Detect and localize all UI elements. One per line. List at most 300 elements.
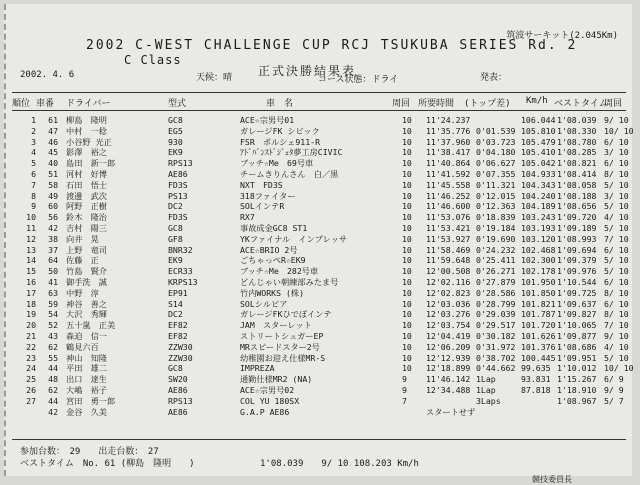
- cell-car: YKファイナル インプレッサ: [240, 233, 348, 244]
- cell-num: 56: [48, 212, 58, 223]
- table-row: [6, 309, 634, 320]
- table-row: [6, 255, 634, 266]
- cell-pos: 27: [26, 395, 36, 406]
- cell-best: 1'08.686: [557, 341, 597, 352]
- col-kmh: Km/h: [526, 96, 548, 106]
- cell-best: 1'09.976: [557, 266, 597, 277]
- cell-driver: 鶴見六百: [66, 341, 99, 352]
- cell-best: 1'09.637: [557, 298, 597, 309]
- cell-num: 62: [48, 341, 58, 352]
- cell-best: 1'09.379: [557, 255, 597, 266]
- best-time-value: 1'08.039 9/ 10 108.203 Km/h: [260, 459, 419, 469]
- table-row: [6, 266, 634, 277]
- cell-pos: 3: [31, 136, 36, 147]
- table-row: [6, 277, 634, 288]
- cell-time: 11'24.237: [426, 115, 471, 125]
- cell-laps: 10: [402, 168, 412, 179]
- cell-type: EK9: [168, 147, 183, 158]
- cell-type: EP91: [168, 287, 188, 298]
- cell-best: 1'08.993: [557, 233, 597, 244]
- cell-time: 11'59.648: [426, 255, 471, 266]
- col-bestlap: 周回: [604, 99, 623, 109]
- cell-bl: 5/ 10: [604, 222, 629, 233]
- cell-gap: 0'01.539: [476, 125, 516, 136]
- cell-kmh: 101.950: [521, 276, 556, 287]
- cell-time: 11'58.469: [426, 244, 471, 255]
- cell-pos: 17: [26, 287, 36, 298]
- cell-bl: 6/ 10: [604, 158, 629, 169]
- cell-bl: 10/ 10: [604, 363, 634, 374]
- cell-num: 51: [48, 168, 58, 179]
- cell-gap: 0'11.321: [476, 179, 516, 190]
- table-row: [6, 137, 634, 148]
- cell-bl: 8/ 10: [604, 287, 629, 298]
- table-row: [6, 385, 634, 396]
- table-row: [6, 245, 634, 256]
- cell-best: 1'18.910: [557, 384, 597, 395]
- cell-car: どんじゃい朝練部みたま号: [240, 276, 339, 287]
- cell-num: 54: [48, 309, 58, 320]
- cell-num: 40: [48, 158, 58, 169]
- cell-bl: 6/ 10: [604, 276, 629, 287]
- cell-type: 930: [168, 136, 183, 147]
- cell-car: ACE☆BRIO 2号: [240, 244, 298, 255]
- cell-time: 12'06.209: [426, 341, 471, 352]
- cell-driver: 吉村 陽三: [66, 222, 107, 233]
- cell-num: 42: [48, 406, 58, 417]
- cell-driver: 向井 晃: [66, 233, 99, 244]
- cell-best: 1'08.039: [557, 115, 597, 125]
- cell-type: FD3S: [168, 179, 188, 190]
- cell-best: 1'08.780: [557, 136, 597, 147]
- table-row: [6, 223, 634, 234]
- cell-car: IMPREZA: [240, 363, 275, 374]
- cell-type: RPS13: [168, 395, 193, 406]
- cell-car: ブッチ☆Me 282号車: [240, 266, 319, 277]
- cell-best: 1'08.967: [557, 395, 597, 406]
- cell-pos: 15: [26, 266, 36, 277]
- cell-num: 41: [48, 276, 58, 287]
- cell-num: 49: [48, 190, 58, 201]
- cell-best: 1'10.544: [557, 276, 597, 287]
- col-driver: ドライバー: [66, 99, 111, 109]
- cell-best: 1'08.285: [557, 147, 597, 158]
- cell-pos: 19: [26, 309, 36, 320]
- cell-car: ガレージFKひでぼインテ: [240, 309, 332, 320]
- cell-gap: 0'31.972: [476, 341, 516, 352]
- results-title: 正式決勝結果表: [258, 64, 357, 78]
- cell-type: ZZW30: [168, 341, 193, 352]
- cell-num: 38: [48, 233, 58, 244]
- cell-type: ECR33: [168, 266, 193, 277]
- cell-laps: 10: [402, 309, 412, 320]
- cell-kmh: 101.850: [521, 287, 556, 298]
- cell-best: 1'08.656: [557, 201, 597, 212]
- cell-kmh: 102.178: [521, 266, 556, 277]
- table-row: [6, 147, 634, 158]
- cell-num: 50: [48, 266, 58, 277]
- cell-gap: 0'19.690: [476, 233, 516, 244]
- cell-kmh: 104.240: [521, 190, 556, 201]
- cell-time: 11'41.592: [426, 168, 471, 179]
- cell-time: 12'02.116: [426, 276, 471, 287]
- table-row: [6, 169, 634, 180]
- cell-car: ブッチ☆Me 69号車: [240, 158, 314, 169]
- cell-car: ガレージFK シビック: [240, 125, 320, 136]
- cell-bl: 6/ 10: [604, 136, 629, 147]
- table-row: [6, 320, 634, 331]
- table-row: [6, 158, 634, 169]
- cell-best: 1'08.058: [557, 179, 597, 190]
- table-row: [6, 407, 634, 418]
- cell-car: RX7: [240, 212, 255, 223]
- cell-time: 12'12.939: [426, 352, 471, 363]
- cell-kmh: 105.479: [521, 136, 556, 147]
- best-time-label: ベストタイム No. 61 (柳島 隆明 ): [20, 459, 195, 469]
- entries-count: 参加台数： 29 出走台数： 27: [20, 447, 159, 457]
- cell-kmh: 103.193: [521, 222, 556, 233]
- class-label: C Class: [124, 53, 182, 67]
- cell-laps: 9: [402, 384, 407, 395]
- table-row: [6, 288, 634, 299]
- cell-driver: 佐藤 正: [66, 255, 99, 266]
- cell-kmh: 101.787: [521, 309, 556, 320]
- official-stamp-label: 競技委員長: [532, 475, 572, 484]
- cell-driver: 鈴木 隆治: [66, 212, 107, 223]
- cell-kmh: 93.831: [521, 374, 551, 385]
- cell-time: スタートせず: [426, 406, 476, 417]
- cell-laps: 10: [402, 201, 412, 212]
- cell-driver: 平田 雄二: [66, 363, 107, 374]
- cell-gap: 3Laps: [476, 395, 501, 406]
- cell-type: GC8: [168, 222, 183, 233]
- course-name: 筑波サーキット(2.045Km): [506, 31, 618, 41]
- cell-gap: 0'29.517: [476, 320, 516, 331]
- cell-time: 11'46.600: [426, 201, 471, 212]
- cell-driver: 神山 知隆: [66, 352, 107, 363]
- cell-driver: 森迫 信一: [66, 330, 107, 341]
- cell-driver: 渡邊 武次: [66, 190, 107, 201]
- cell-bl: 9/ 9: [604, 384, 624, 395]
- cell-type: AE86: [168, 168, 188, 179]
- cell-car: 通勤仕様MR2 (NA): [240, 374, 313, 385]
- cell-type: KRPS13: [168, 276, 198, 287]
- cell-pos: 21: [26, 330, 36, 341]
- cell-gap: 0'24.232: [476, 244, 516, 255]
- cell-gap: 0'44.662: [476, 363, 516, 374]
- cell-driver: 影澤 裕之: [66, 147, 107, 158]
- cell-num: 59: [48, 298, 58, 309]
- col-laps: 周回: [392, 99, 411, 109]
- col-type: 型式: [168, 99, 187, 109]
- cell-kmh: 100.445: [521, 352, 556, 363]
- cell-pos: 14: [26, 255, 36, 266]
- cell-laps: 10: [402, 298, 412, 309]
- cell-time: 11'40.864: [426, 158, 471, 169]
- cell-bl: 3/ 10: [604, 190, 629, 201]
- cell-best: 1'09.877: [557, 330, 597, 341]
- table-row: [6, 374, 634, 385]
- table-row: [6, 331, 634, 342]
- cell-type: AE86: [168, 406, 188, 417]
- cell-best: 1'09.827: [557, 309, 597, 320]
- cell-num: 58: [48, 179, 58, 190]
- cell-pos: 7: [31, 179, 36, 190]
- cell-time: 11'46.142: [426, 374, 471, 385]
- cell-bl: 5/ 7: [604, 395, 624, 406]
- cell-bl: 9/ 10: [604, 115, 629, 125]
- cell-gap: 0'18.839: [476, 212, 516, 223]
- cell-type: FD3S: [168, 212, 188, 223]
- cell-best: 1'09.720: [557, 212, 597, 223]
- cell-type: GC8: [168, 363, 183, 374]
- cell-driver: 五十嵐 正美: [66, 320, 116, 331]
- cell-best: 1'08.330: [557, 125, 597, 136]
- cell-best: 1'15.267: [557, 374, 597, 385]
- cell-time: 12'02.823: [426, 287, 471, 298]
- cell-pos: 9: [31, 201, 36, 212]
- cell-num: 62: [48, 384, 58, 395]
- table-row: [6, 126, 634, 137]
- cell-driver: 出口 達生: [66, 374, 107, 385]
- cell-kmh: 105.042: [521, 158, 556, 169]
- cell-gap: 0'12.015: [476, 190, 516, 201]
- cell-driver: 石田 悟士: [66, 179, 107, 190]
- cell-car: 幼稚園お迎え仕様MR-S: [240, 352, 326, 363]
- cell-num: 37: [48, 244, 58, 255]
- cell-time: 12'03.754: [426, 320, 471, 331]
- cell-type: EF82: [168, 330, 188, 341]
- best-time-summary: [20, 456, 419, 469]
- cell-kmh: 101.626: [521, 330, 556, 341]
- cell-time: 12'34.488: [426, 384, 471, 395]
- cell-laps: 10: [402, 244, 412, 255]
- cell-driver: 上野 竜司: [66, 244, 107, 255]
- table-row: [6, 353, 634, 364]
- table-row: [6, 234, 634, 245]
- cell-laps: 10: [402, 352, 412, 363]
- cell-type: EG5: [168, 125, 183, 136]
- cell-bl: 4/ 10: [604, 341, 629, 352]
- cell-num: 64: [48, 255, 58, 266]
- cell-bl: 5/ 10: [604, 201, 629, 212]
- cell-bl: 3/ 10: [604, 147, 629, 158]
- cell-type: GF8: [168, 233, 183, 244]
- cell-type: RPS13: [168, 158, 193, 169]
- cell-num: 47: [48, 125, 58, 136]
- cell-gap: 0'04.180: [476, 147, 516, 158]
- cell-type: AE86: [168, 384, 188, 395]
- cell-laps: 10: [402, 136, 412, 147]
- cell-time: 11'53.076: [426, 212, 471, 223]
- header-rule-bottom: [12, 110, 626, 111]
- cell-time: 11'53.421: [426, 222, 471, 233]
- cell-laps: 10: [402, 125, 412, 136]
- cell-laps: 10: [402, 255, 412, 266]
- cell-num: 60: [48, 201, 58, 212]
- cell-pos: 4: [31, 147, 36, 158]
- cell-bl: 6/ 10: [604, 298, 629, 309]
- cell-kmh: 104.343: [521, 179, 556, 190]
- cell-num: 46: [48, 136, 58, 147]
- cell-car: 事故成金GC8 ST1: [240, 222, 308, 233]
- table-row: [6, 342, 634, 353]
- cell-car: NXT FD3S: [240, 179, 283, 190]
- table-row: [6, 363, 634, 374]
- cell-time: 12'04.419: [426, 330, 471, 341]
- cell-pos: 1: [31, 115, 36, 125]
- cell-car: JAM スターレット: [240, 320, 312, 331]
- cell-kmh: 104.933: [521, 168, 556, 179]
- cell-laps: 10: [402, 190, 412, 201]
- cell-pos: 26: [26, 384, 36, 395]
- cell-car: ｱﾄﾞﾊﾞﾝｽﾄﾞｼﾞｪﾀ夢工房CIVIC: [240, 147, 343, 158]
- cell-car: ACE☆宗男号02: [240, 384, 295, 395]
- cell-best: 1'09.694: [557, 244, 597, 255]
- cell-bl: 7/ 10: [604, 320, 629, 331]
- cell-bl: 8/ 10: [604, 168, 629, 179]
- cell-laps: 9: [402, 374, 407, 385]
- cell-driver: 神谷 善之: [66, 298, 107, 309]
- cell-pos: 24: [26, 363, 36, 374]
- header-rule-top: [12, 92, 626, 93]
- cell-car: ストリートシュガーEP: [240, 330, 324, 341]
- event-title: 2002 C-WEST CHALLENGE CUP RCJ TSUKUBA SERIES Rd. 2: [86, 38, 578, 53]
- cell-laps: 10: [402, 363, 412, 374]
- cell-laps: 10: [402, 233, 412, 244]
- cell-driver: 中野 淳: [66, 287, 99, 298]
- weather: 天候：晴: [196, 73, 233, 83]
- cell-kmh: 105.410: [521, 147, 556, 158]
- cell-best: 1'09.189: [557, 222, 597, 233]
- cell-laps: 10: [402, 266, 412, 277]
- announce-label: 発表：: [480, 73, 508, 83]
- cell-time: 12'03.276: [426, 309, 471, 320]
- cell-type: BNR32: [168, 244, 193, 255]
- cell-laps: 10: [402, 330, 412, 341]
- cell-type: GC8: [168, 115, 183, 125]
- cell-gap: 0'27.879: [476, 276, 516, 287]
- col-num: 車番: [36, 99, 55, 109]
- cell-type: S14: [168, 298, 183, 309]
- cell-car: ごちゃっぺR☆EK9: [240, 255, 306, 266]
- cell-gap: 0'07.355: [476, 168, 516, 179]
- cell-time: 11'53.927: [426, 233, 471, 244]
- cell-gap: 0'30.182: [476, 330, 516, 341]
- cell-pos: 20: [26, 320, 36, 331]
- cell-time: 11'35.776: [426, 125, 471, 136]
- cell-pos: 8: [31, 190, 36, 201]
- cell-kmh: 102.300: [521, 255, 556, 266]
- table-row: [6, 115, 634, 126]
- cell-pos: 11: [26, 222, 36, 233]
- table-row: [6, 191, 634, 202]
- cell-laps: 10: [402, 341, 412, 352]
- cell-pos: 22: [26, 341, 36, 352]
- cell-laps: 10: [402, 179, 412, 190]
- cell-kmh: 101.376: [521, 341, 556, 352]
- cell-car: ACE☆宗男号01: [240, 115, 295, 125]
- cell-laps: 10: [402, 158, 412, 169]
- cell-bl: 9/ 10: [604, 330, 629, 341]
- cell-kmh: 106.044: [521, 115, 556, 125]
- cell-bl: 6/ 10: [604, 244, 629, 255]
- cell-kmh: 101.720: [521, 320, 556, 331]
- cell-best: 1'08.821: [557, 158, 597, 169]
- cell-type: DC2: [168, 309, 183, 320]
- cell-pos: 5: [31, 158, 36, 169]
- cell-laps: 10: [402, 212, 412, 223]
- cell-num: 44: [48, 363, 58, 374]
- cell-bl: 7/ 10: [604, 233, 629, 244]
- cell-driver: 小谷野 光正: [66, 136, 112, 147]
- cell-best: 1'09.951: [557, 352, 597, 363]
- table-row: [6, 212, 634, 223]
- cell-best: 1'10.065: [557, 320, 597, 331]
- table-row: [6, 180, 634, 191]
- cell-type: PS13: [168, 190, 188, 201]
- course-condition: コース状態：ドライ: [318, 75, 399, 85]
- col-time: 所要時間: [418, 99, 455, 109]
- cell-gap: 0'12.363: [476, 201, 516, 212]
- cell-bl: 6/ 9: [604, 374, 624, 385]
- cell-bl: 10/ 10: [604, 125, 634, 136]
- cell-pos: 13: [26, 244, 36, 255]
- cell-driver: 竹島 賢介: [66, 266, 107, 277]
- cell-time: 11'38.417: [426, 147, 471, 158]
- col-gap: (トップ差): [464, 99, 511, 109]
- cell-laps: 10: [402, 115, 412, 125]
- cell-gap: 0'29.039: [476, 309, 516, 320]
- cell-type: EF82: [168, 320, 188, 331]
- cell-time: 11'46.252: [426, 190, 471, 201]
- cell-gap: 1Lap: [476, 374, 496, 385]
- cell-num: 55: [48, 352, 58, 363]
- cell-time: 11'45.558: [426, 179, 471, 190]
- cell-driver: 金谷 久美: [66, 406, 107, 417]
- cell-pos: 12: [26, 233, 36, 244]
- cell-driver: 島田 新一郎: [66, 158, 116, 169]
- cell-type: ZZW30: [168, 352, 193, 363]
- cell-gap: 0'19.184: [476, 222, 516, 233]
- cell-num: 52: [48, 320, 58, 331]
- col-best: ベストタイム: [554, 99, 608, 109]
- cell-driver: 阿野 正樹: [66, 201, 107, 212]
- cell-num: 48: [48, 374, 58, 385]
- table-row: [6, 396, 634, 407]
- cell-gap: 0'38.702: [476, 352, 516, 363]
- cell-laps: 10: [402, 320, 412, 331]
- cell-pos: 10: [26, 212, 36, 223]
- results-table: [6, 115, 634, 417]
- cell-laps: 10: [402, 147, 412, 158]
- cell-pos: 25: [26, 374, 36, 385]
- cell-laps: 7: [402, 395, 407, 406]
- cell-pos: 18: [26, 298, 36, 309]
- cell-gap: 0'26.271: [476, 266, 516, 277]
- cell-type: EK9: [168, 255, 183, 266]
- cell-kmh: 101.821: [521, 298, 556, 309]
- cell-gap: 1Lap: [476, 384, 496, 395]
- footer-rule: [12, 439, 626, 440]
- cell-car: FSR ポルシェ911-R: [240, 136, 321, 147]
- cell-bl: 5/ 10: [604, 179, 629, 190]
- cell-best: 1'10.012: [557, 363, 597, 374]
- cell-time: 12'18.899: [426, 363, 471, 374]
- cell-num: 61: [48, 115, 58, 125]
- cell-num: 43: [48, 330, 58, 341]
- cell-best: 1'08.414: [557, 168, 597, 179]
